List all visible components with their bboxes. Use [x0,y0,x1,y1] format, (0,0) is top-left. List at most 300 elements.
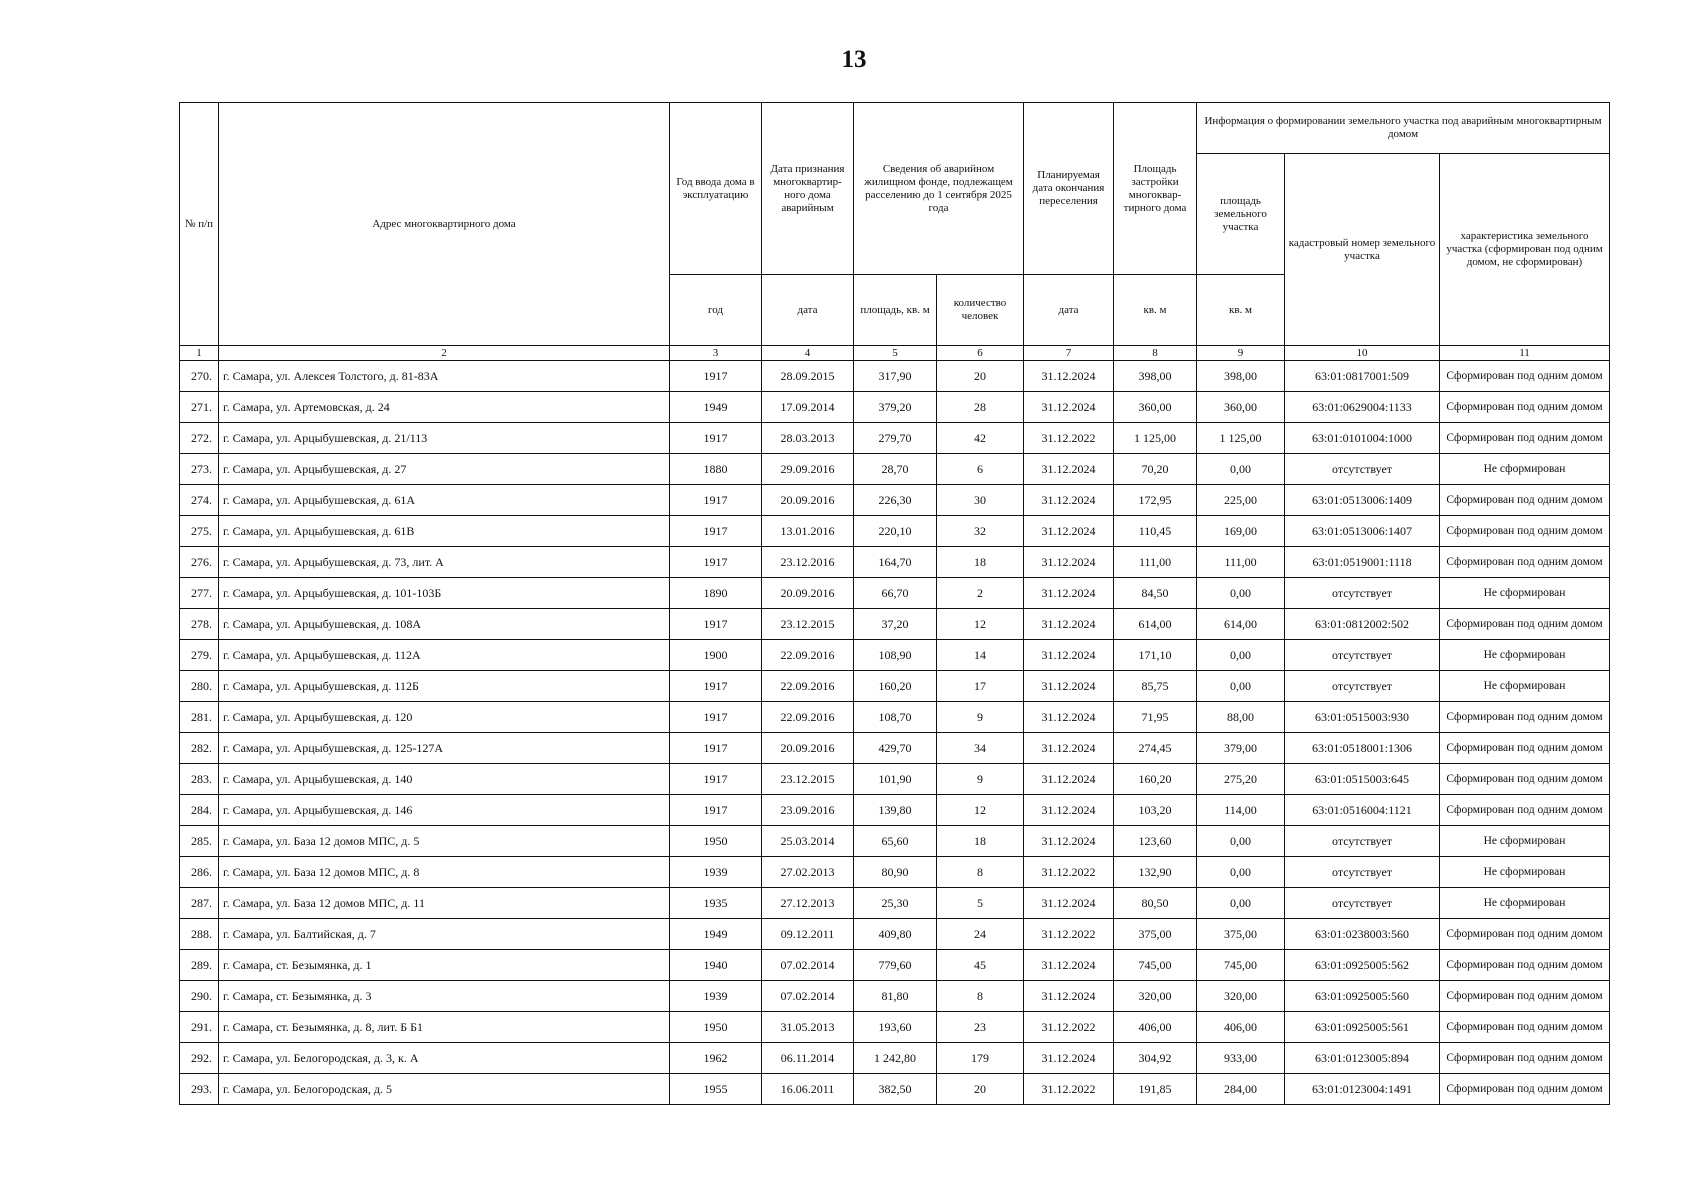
people-cell: 12 [937,609,1024,640]
land-char-cell: Сформирован под одним домом [1440,547,1610,578]
land-char-cell: Сформирован под одним домом [1440,392,1610,423]
land-area-cell: 284,00 [1197,1074,1285,1105]
land-area-cell: 398,00 [1197,361,1285,392]
address-cell: г. Самара, ул. Арцыбушевская, д. 108А [219,609,670,640]
building-area-cell: 406,00 [1114,1012,1197,1043]
area-cell: 81,80 [854,981,937,1012]
planned-end-cell: 31.12.2024 [1024,826,1114,857]
building-area-cell: 171,10 [1114,640,1197,671]
building-area-cell: 110,45 [1114,516,1197,547]
building-area-cell: 614,00 [1114,609,1197,640]
people-cell: 5 [937,888,1024,919]
land-char-cell: Сформирован под одним домом [1440,702,1610,733]
table-row [180,547,1610,578]
cadastral-cell: 63:01:0238003:560 [1285,919,1440,950]
year-cell: 1917 [670,764,762,795]
row-number: 276. [180,547,219,578]
header-address: Адрес многоквартирного дома [219,103,670,346]
planned-end-cell: 31.12.2024 [1024,1043,1114,1074]
header-land-info: Информация о формировании земельного участка под аварийным многоквартирным домом [1197,103,1610,154]
planned-end-cell: 31.12.2024 [1024,454,1114,485]
planned-end-cell: 31.12.2024 [1024,733,1114,764]
recognition-date-cell: 20.09.2016 [762,485,854,516]
area-cell: 139,80 [854,795,937,826]
cadastral-cell: 63:01:0515003:645 [1285,764,1440,795]
table-row [180,1012,1610,1043]
recognition-date-cell: 23.09.2016 [762,795,854,826]
unit-people: количество человек [937,275,1024,346]
land-area-cell: 933,00 [1197,1043,1285,1074]
land-char-cell: Сформирован под одним домом [1440,1043,1610,1074]
land-area-cell: 225,00 [1197,485,1285,516]
year-cell: 1917 [670,795,762,826]
address-cell: г. Самара, ул. Белогородская, д. 5 [219,1074,670,1105]
building-area-cell: 274,45 [1114,733,1197,764]
area-cell: 409,80 [854,919,937,950]
recognition-date-cell: 23.12.2015 [762,764,854,795]
people-cell: 2 [937,578,1024,609]
year-cell: 1917 [670,547,762,578]
recognition-date-cell: 31.05.2013 [762,1012,854,1043]
people-cell: 6 [937,454,1024,485]
land-char-cell: Сформирован под одним домом [1440,423,1610,454]
people-cell: 14 [937,640,1024,671]
address-cell: г. Самара, ул. Балтийская, д. 7 [219,919,670,950]
address-cell: г. Самара, ул. Артемовская, д. 24 [219,392,670,423]
year-cell: 1917 [670,702,762,733]
building-area-cell: 360,00 [1114,392,1197,423]
year-cell: 1880 [670,454,762,485]
recognition-date-cell: 20.09.2016 [762,578,854,609]
area-cell: 226,30 [854,485,937,516]
column-number: 10 [1285,346,1440,361]
table-row [180,578,1610,609]
year-cell: 1949 [670,392,762,423]
cadastral-cell: отсутствует [1285,671,1440,702]
year-cell: 1917 [670,671,762,702]
planned-end-cell: 31.12.2024 [1024,671,1114,702]
building-area-cell: 103,20 [1114,795,1197,826]
building-area-cell: 85,75 [1114,671,1197,702]
cadastral-cell: 63:01:0629004:1133 [1285,392,1440,423]
building-area-cell: 1 125,00 [1114,423,1197,454]
header-recognition-date: Дата признания многоквартир-ного дома аварийным [762,103,854,275]
table-row [180,454,1610,485]
land-char-cell: Сформирован под одним домом [1440,733,1610,764]
land-char-cell: Не сформирован [1440,826,1610,857]
land-char-cell: Сформирован под одним домом [1440,361,1610,392]
area-cell: 37,20 [854,609,937,640]
land-area-cell: 379,00 [1197,733,1285,764]
address-cell: г. Самара, ст. Безымянка, д. 8, лит. Б Б1 [219,1012,670,1043]
building-area-cell: 111,00 [1114,547,1197,578]
land-char-cell: Сформирован под одним домом [1440,1012,1610,1043]
planned-end-cell: 31.12.2024 [1024,547,1114,578]
cadastral-cell: 63:01:0101004:1000 [1285,423,1440,454]
table-row [180,516,1610,547]
land-area-cell: 0,00 [1197,857,1285,888]
cadastral-cell: отсутствует [1285,826,1440,857]
year-cell: 1950 [670,826,762,857]
row-number: 286. [180,857,219,888]
land-area-cell: 1 125,00 [1197,423,1285,454]
column-number: 3 [670,346,762,361]
land-char-cell: Не сформирован [1440,857,1610,888]
table-row [180,950,1610,981]
year-cell: 1917 [670,733,762,764]
people-cell: 45 [937,950,1024,981]
area-cell: 279,70 [854,423,937,454]
people-cell: 32 [937,516,1024,547]
row-number: 293. [180,1074,219,1105]
planned-end-cell: 31.12.2022 [1024,919,1114,950]
table-row [180,485,1610,516]
land-char-cell: Сформирован под одним домом [1440,1074,1610,1105]
column-number: 2 [219,346,670,361]
people-cell: 9 [937,702,1024,733]
land-area-cell: 0,00 [1197,826,1285,857]
table-row [180,795,1610,826]
planned-end-cell: 31.12.2024 [1024,702,1114,733]
row-number: 291. [180,1012,219,1043]
planned-end-cell: 31.12.2024 [1024,516,1114,547]
table-row [180,640,1610,671]
year-cell: 1917 [670,361,762,392]
cadastral-cell: 63:01:0123005:894 [1285,1043,1440,1074]
cadastral-cell: отсутствует [1285,578,1440,609]
recognition-date-cell: 23.12.2015 [762,609,854,640]
people-cell: 24 [937,919,1024,950]
area-cell: 429,70 [854,733,937,764]
land-char-cell: Не сформирован [1440,888,1610,919]
table-row [180,1043,1610,1074]
recognition-date-cell: 29.09.2016 [762,454,854,485]
cadastral-cell: 63:01:0515003:930 [1285,702,1440,733]
building-area-cell: 398,00 [1114,361,1197,392]
address-cell: г. Самара, ул. База 12 домов МПС, д. 8 [219,857,670,888]
unit-date: дата [762,275,854,346]
row-number: 287. [180,888,219,919]
row-number: 272. [180,423,219,454]
planned-end-cell: 31.12.2024 [1024,609,1114,640]
cadastral-cell: 63:01:0925005:561 [1285,1012,1440,1043]
planned-end-cell: 31.12.2024 [1024,578,1114,609]
column-number: 9 [1197,346,1285,361]
people-cell: 8 [937,981,1024,1012]
unit-year: год [670,275,762,346]
people-cell: 18 [937,826,1024,857]
people-cell: 23 [937,1012,1024,1043]
cadastral-cell: 63:01:0519001:1118 [1285,547,1440,578]
table-row [180,392,1610,423]
cadastral-cell: 63:01:0812002:502 [1285,609,1440,640]
cadastral-cell: отсутствует [1285,888,1440,919]
recognition-date-cell: 22.09.2016 [762,640,854,671]
header-land-char: характеристика земельного участка (сформирован под одним домом, не сформирован) [1440,154,1610,346]
cadastral-cell: 63:01:0518001:1306 [1285,733,1440,764]
land-char-cell: Сформирован под одним домом [1440,485,1610,516]
row-number: 285. [180,826,219,857]
address-cell: г. Самара, ул. Арцыбушевская, д. 61А [219,485,670,516]
column-number: 4 [762,346,854,361]
row-number: 289. [180,950,219,981]
year-cell: 1939 [670,857,762,888]
land-area-cell: 88,00 [1197,702,1285,733]
building-area-cell: 320,00 [1114,981,1197,1012]
address-cell: г. Самара, ул. Арцыбушевская, д. 140 [219,764,670,795]
header-no: № п/п [180,103,219,346]
address-cell: г. Самара, ул. Белогородская, д. 3, к. А [219,1043,670,1074]
year-cell: 1900 [670,640,762,671]
people-cell: 8 [937,857,1024,888]
year-cell: 1935 [670,888,762,919]
people-cell: 20 [937,1074,1024,1105]
planned-end-cell: 31.12.2024 [1024,764,1114,795]
address-cell: г. Самара, ул. Арцыбушевская, д. 27 [219,454,670,485]
recognition-date-cell: 20.09.2016 [762,733,854,764]
land-area-cell: 0,00 [1197,888,1285,919]
planned-end-cell: 31.12.2024 [1024,950,1114,981]
cadastral-cell: 63:01:0513006:1409 [1285,485,1440,516]
area-cell: 108,70 [854,702,937,733]
row-number: 288. [180,919,219,950]
land-area-cell: 0,00 [1197,640,1285,671]
land-char-cell: Не сформирован [1440,454,1610,485]
cadastral-cell: отсутствует [1285,857,1440,888]
land-char-cell: Сформирован под одним домом [1440,764,1610,795]
recognition-date-cell: 07.02.2014 [762,981,854,1012]
recognition-date-cell: 22.09.2016 [762,671,854,702]
land-area-cell: 320,00 [1197,981,1285,1012]
header-housing-info: Сведения об аварийном жилищном фонде, подлежащем расселению до 1 сентября 2025 года [854,103,1024,275]
column-number: 7 [1024,346,1114,361]
column-number: 5 [854,346,937,361]
row-number: 277. [180,578,219,609]
year-cell: 1950 [670,1012,762,1043]
building-area-cell: 172,95 [1114,485,1197,516]
year-cell: 1962 [670,1043,762,1074]
planned-end-cell: 31.12.2024 [1024,392,1114,423]
unit-date2: дата [1024,275,1114,346]
land-char-cell: Не сформирован [1440,671,1610,702]
land-char-cell: Сформирован под одним домом [1440,981,1610,1012]
cadastral-cell: отсутствует [1285,454,1440,485]
area-cell: 382,50 [854,1074,937,1105]
land-area-cell: 111,00 [1197,547,1285,578]
year-cell: 1890 [670,578,762,609]
table-row [180,361,1610,392]
building-area-cell: 71,95 [1114,702,1197,733]
planned-end-cell: 31.12.2024 [1024,485,1114,516]
area-cell: 193,60 [854,1012,937,1043]
people-cell: 30 [937,485,1024,516]
cadastral-cell: 63:01:0516004:1121 [1285,795,1440,826]
building-area-cell: 160,20 [1114,764,1197,795]
header-year-built: Год ввода дома в эксплуатацию [670,103,762,275]
column-number: 6 [937,346,1024,361]
planned-end-cell: 31.12.2024 [1024,888,1114,919]
row-number: 280. [180,671,219,702]
building-area-cell: 70,20 [1114,454,1197,485]
cadastral-cell: 63:01:0817001:509 [1285,361,1440,392]
land-char-cell: Сформирован под одним домом [1440,795,1610,826]
people-cell: 42 [937,423,1024,454]
unit-sqm: кв. м [1114,275,1197,346]
address-cell: г. Самара, ст. Безымянка, д. 3 [219,981,670,1012]
row-number: 271. [180,392,219,423]
header-land-area: площадь земельного участка [1197,154,1285,275]
table-row [180,764,1610,795]
table-row [180,609,1610,640]
row-number: 279. [180,640,219,671]
building-area-cell: 191,85 [1114,1074,1197,1105]
row-number: 282. [180,733,219,764]
building-area-cell: 304,92 [1114,1043,1197,1074]
cadastral-cell: 63:01:0123004:1491 [1285,1074,1440,1105]
address-cell: г. Самара, ул. Алексея Толстого, д. 81-83А [219,361,670,392]
table-row [180,919,1610,950]
area-cell: 1 242,80 [854,1043,937,1074]
land-char-cell: Сформирован под одним домом [1440,609,1610,640]
land-char-cell: Не сформирован [1440,640,1610,671]
building-area-cell: 375,00 [1114,919,1197,950]
area-cell: 66,70 [854,578,937,609]
row-number: 274. [180,485,219,516]
recognition-date-cell: 17.09.2014 [762,392,854,423]
people-cell: 12 [937,795,1024,826]
recognition-date-cell: 13.01.2016 [762,516,854,547]
recognition-date-cell: 27.12.2013 [762,888,854,919]
unit-area: площадь, кв. м [854,275,937,346]
area-cell: 25,30 [854,888,937,919]
table-row [180,981,1610,1012]
people-cell: 28 [937,392,1024,423]
address-cell: г. Самара, ул. Арцыбушевская, д. 101-103Б [219,578,670,609]
address-cell: г. Самара, ул. Арцыбушевская, д. 73, лит. А [219,547,670,578]
row-number: 283. [180,764,219,795]
row-number: 270. [180,361,219,392]
land-area-cell: 0,00 [1197,454,1285,485]
address-cell: г. Самара, ул. Арцыбушевская, д. 125-127А [219,733,670,764]
address-cell: г. Самара, ул. База 12 домов МПС, д. 11 [219,888,670,919]
table-body [180,361,1610,1105]
area-cell: 65,60 [854,826,937,857]
table-row [180,423,1610,454]
header-planned-end: Планируемая дата окончания переселения [1024,103,1114,275]
building-area-cell: 80,50 [1114,888,1197,919]
area-cell: 108,90 [854,640,937,671]
area-cell: 779,60 [854,950,937,981]
land-char-cell: Сформирован под одним домом [1440,950,1610,981]
planned-end-cell: 31.12.2022 [1024,1074,1114,1105]
people-cell: 34 [937,733,1024,764]
address-cell: г. Самара, ул. Арцыбушевская, д. 120 [219,702,670,733]
planned-end-cell: 31.12.2022 [1024,857,1114,888]
cadastral-cell: 63:01:0513006:1407 [1285,516,1440,547]
year-cell: 1917 [670,516,762,547]
recognition-date-cell: 25.03.2014 [762,826,854,857]
address-cell: г. Самара, ст. Безымянка, д. 1 [219,950,670,981]
area-cell: 379,20 [854,392,937,423]
year-cell: 1939 [670,981,762,1012]
year-cell: 1940 [670,950,762,981]
column-number: 8 [1114,346,1197,361]
row-number: 284. [180,795,219,826]
row-number: 275. [180,516,219,547]
table-row [180,826,1610,857]
land-area-cell: 275,20 [1197,764,1285,795]
land-area-cell: 0,00 [1197,578,1285,609]
unit-sqm2: кв. м [1197,275,1285,346]
column-number: 1 [180,346,219,361]
building-area-cell: 123,60 [1114,826,1197,857]
recognition-date-cell: 06.11.2014 [762,1043,854,1074]
cadastral-cell: 63:01:0925005:562 [1285,950,1440,981]
row-number: 290. [180,981,219,1012]
people-cell: 20 [937,361,1024,392]
table-row [180,702,1610,733]
recognition-date-cell: 28.03.2013 [762,423,854,454]
address-cell: г. Самара, ул. База 12 домов МПС, д. 5 [219,826,670,857]
planned-end-cell: 31.12.2024 [1024,981,1114,1012]
area-cell: 317,90 [854,361,937,392]
address-cell: г. Самара, ул. Арцыбушевская, д. 61В [219,516,670,547]
table-row [180,857,1610,888]
area-cell: 28,70 [854,454,937,485]
address-cell: г. Самара, ул. Арцыбушевская, д. 112Б [219,671,670,702]
column-number: 11 [1440,346,1610,361]
planned-end-cell: 31.12.2024 [1024,361,1114,392]
year-cell: 1917 [670,609,762,640]
column-numbers-row [180,346,1610,361]
recognition-date-cell: 09.12.2011 [762,919,854,950]
building-area-cell: 745,00 [1114,950,1197,981]
address-cell: г. Самара, ул. Арцыбушевская, д. 112А [219,640,670,671]
row-number: 292. [180,1043,219,1074]
area-cell: 164,70 [854,547,937,578]
row-number: 281. [180,702,219,733]
cadastral-cell: 63:01:0925005:560 [1285,981,1440,1012]
page-number: 13 [841,46,867,73]
people-cell: 179 [937,1043,1024,1074]
planned-end-cell: 31.12.2022 [1024,423,1114,454]
row-number: 273. [180,454,219,485]
land-area-cell: 614,00 [1197,609,1285,640]
recognition-date-cell: 28.09.2015 [762,361,854,392]
table-row [180,1074,1610,1105]
land-char-cell: Сформирован под одним домом [1440,516,1610,547]
year-cell: 1955 [670,1074,762,1105]
recognition-date-cell: 22.09.2016 [762,702,854,733]
building-area-cell: 132,90 [1114,857,1197,888]
land-area-cell: 360,00 [1197,392,1285,423]
recognition-date-cell: 23.12.2016 [762,547,854,578]
table-row [180,733,1610,764]
people-cell: 18 [937,547,1024,578]
recognition-date-cell: 16.06.2011 [762,1074,854,1105]
land-area-cell: 114,00 [1197,795,1285,826]
year-cell: 1949 [670,919,762,950]
area-cell: 160,20 [854,671,937,702]
area-cell: 101,90 [854,764,937,795]
header-building-area: Площадь застройки многоквар-тирного дома [1114,103,1197,275]
land-area-cell: 169,00 [1197,516,1285,547]
recognition-date-cell: 07.02.2014 [762,950,854,981]
planned-end-cell: 31.12.2022 [1024,1012,1114,1043]
planned-end-cell: 31.12.2024 [1024,795,1114,826]
year-cell: 1917 [670,423,762,454]
area-cell: 80,90 [854,857,937,888]
